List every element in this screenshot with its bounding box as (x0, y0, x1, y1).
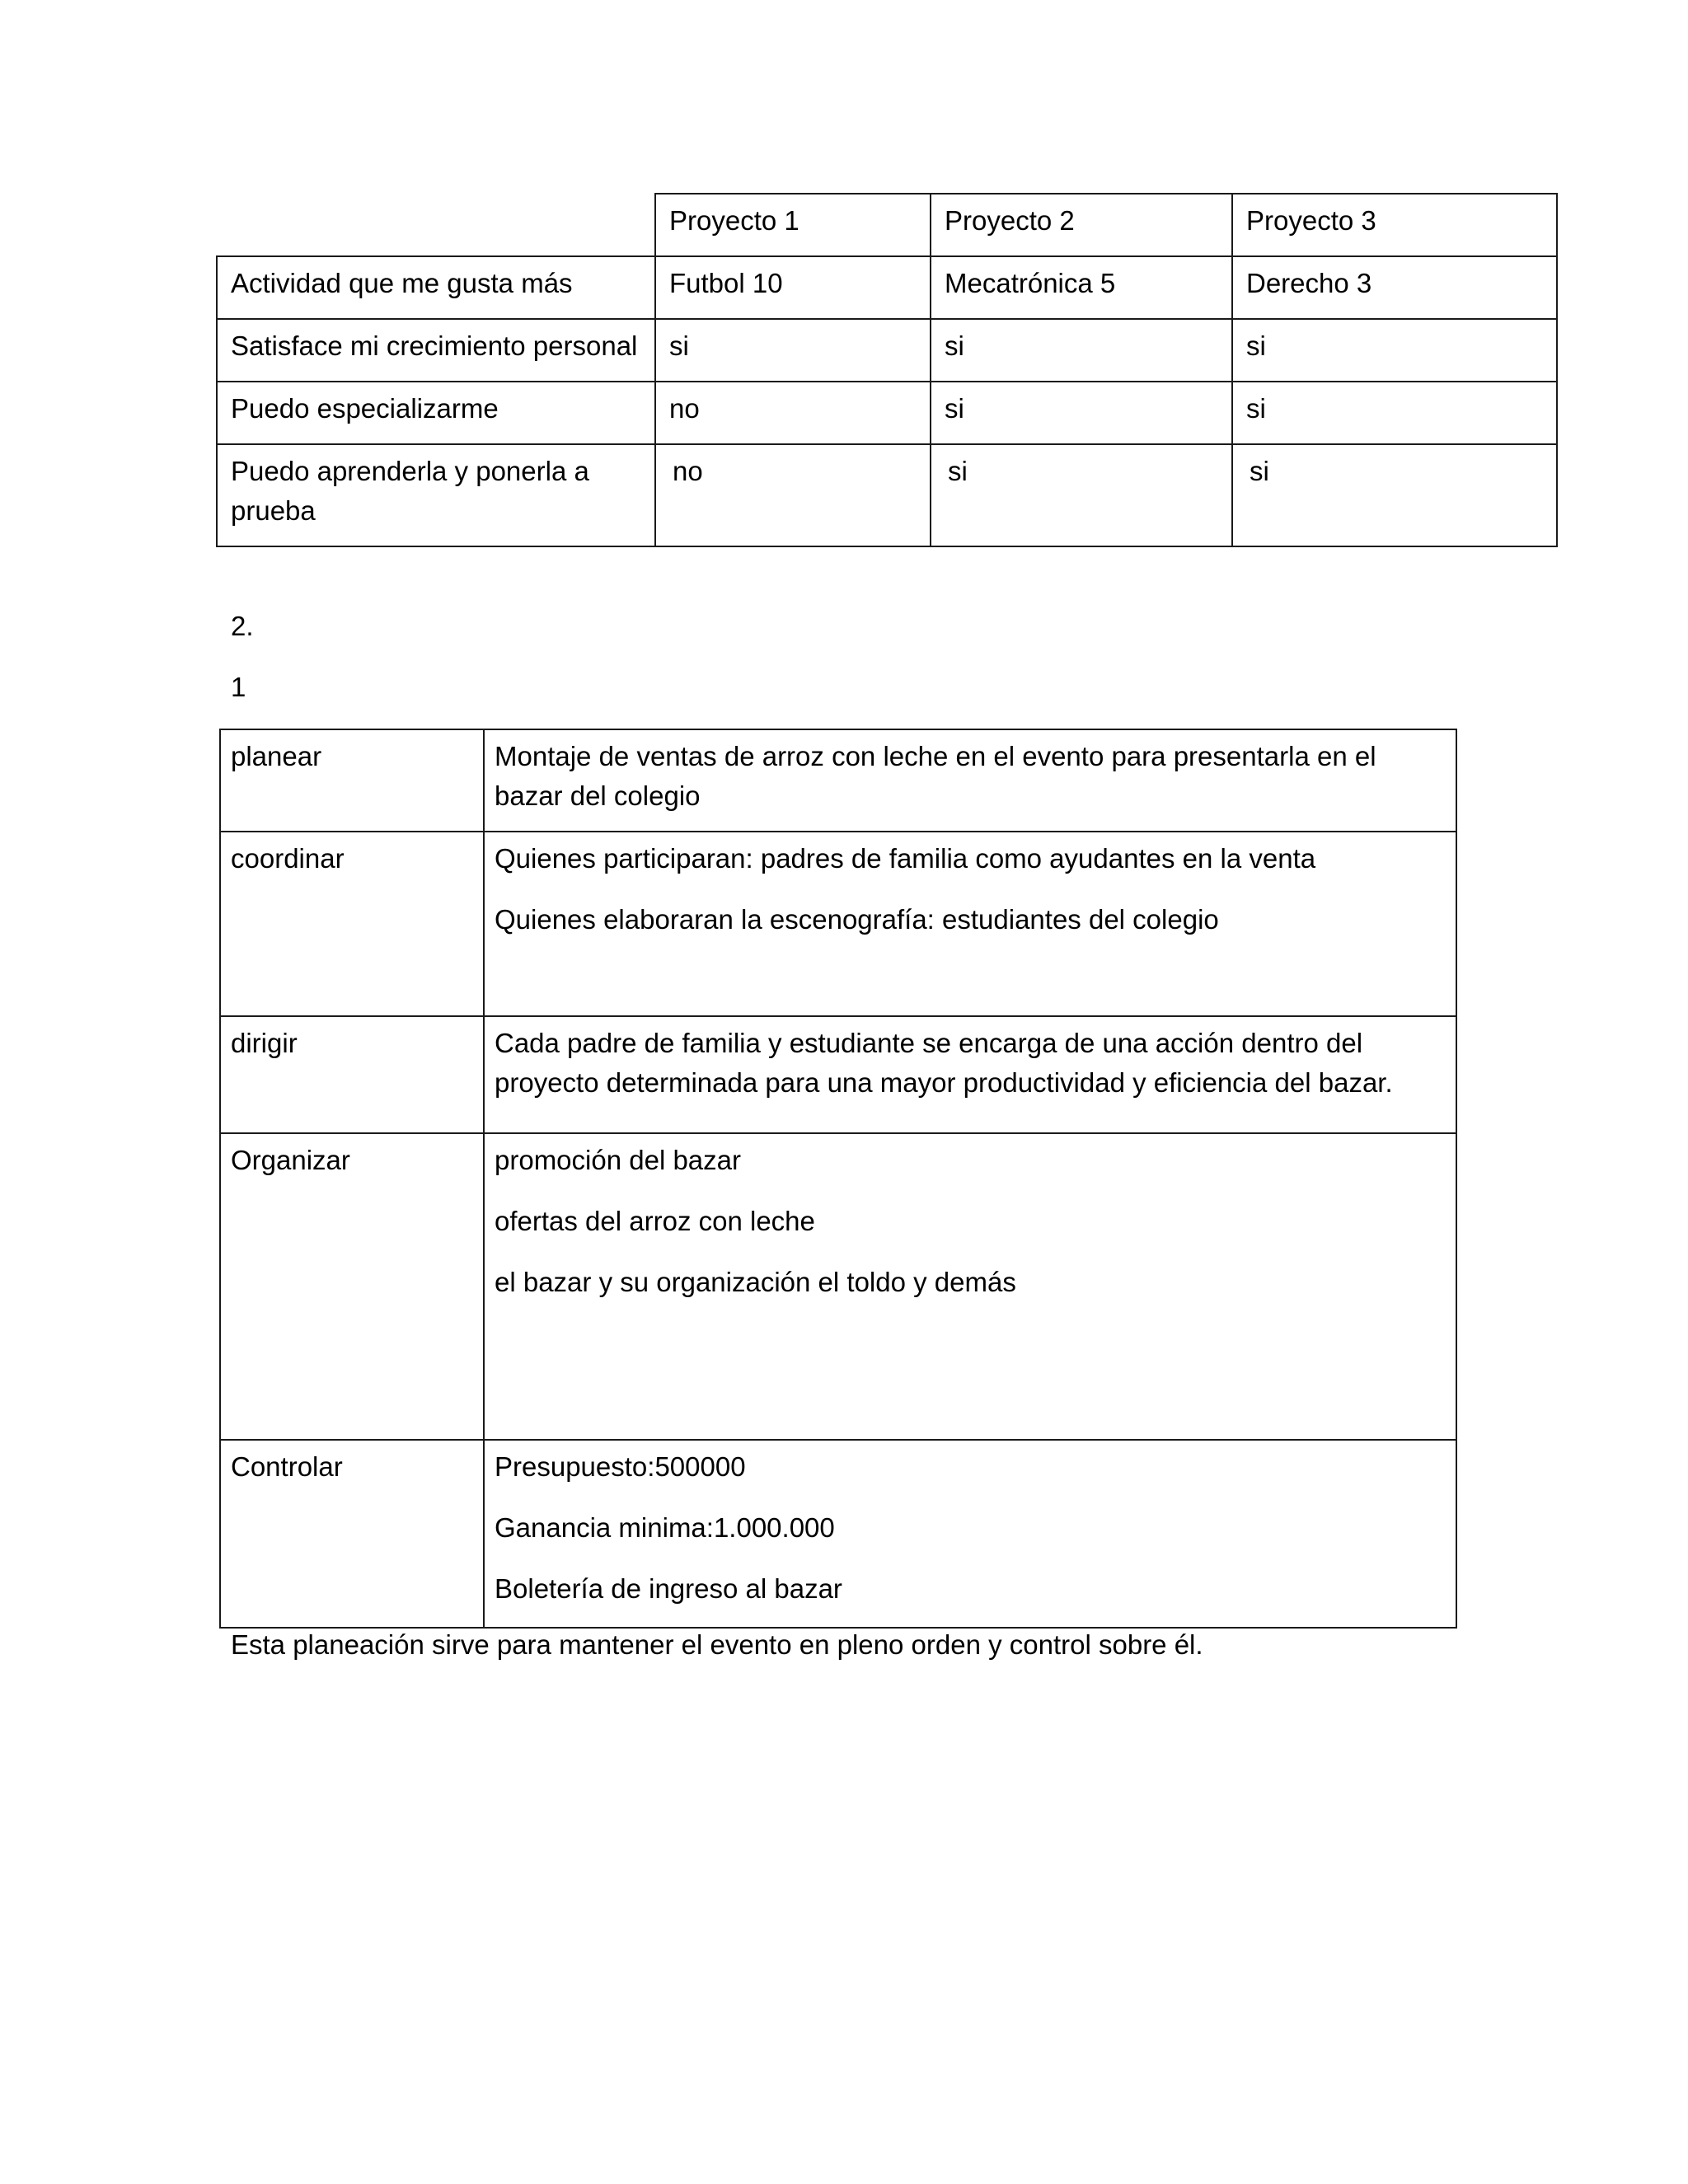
table-cell: si (931, 382, 1232, 444)
description-line: Presupuesto:500000 (495, 1451, 746, 1482)
stage-label: Controlar (220, 1440, 484, 1628)
description-line: Montaje de ventas de arroz con leche en el evento para presentarla en el bazar del colegio (495, 741, 1376, 811)
stage-description (484, 1133, 1456, 1440)
row-label: Puedo aprenderla y ponerla a prueba (217, 444, 655, 546)
table-row (220, 1016, 1456, 1133)
table-cell: Derecho 3 (1232, 256, 1557, 319)
table-row (220, 729, 1456, 832)
conclusion-paragraph: Esta planeación sirve para mantener el evento en pleno orden y control sobre él. (231, 1629, 1203, 1660)
table-header-row (217, 194, 1557, 256)
stage-label: Organizar (220, 1133, 484, 1440)
row-label: Satisface mi crecimiento personal (217, 319, 655, 382)
table-cell: Futbol 10 (655, 256, 931, 319)
header-proyecto-3: Proyecto 3 (1232, 194, 1557, 256)
table-cell: si (931, 444, 1232, 546)
table-cell: si (655, 319, 931, 382)
stage-label: coordinar (220, 832, 484, 1016)
table-row (217, 444, 1557, 546)
row-label: Actividad que me gusta más (217, 256, 655, 319)
table-row (217, 319, 1557, 382)
table-row (220, 1133, 1456, 1440)
stage-description (484, 832, 1456, 1016)
description-line: Quienes elaboraran la escenografía: estudiantes del colegio (495, 904, 1219, 935)
table-cell: si (1232, 319, 1557, 382)
table-cell: Mecatrónica 5 (931, 256, 1232, 319)
table-cell: si (1232, 382, 1557, 444)
description-line: Cada padre de familia y estudiante se encarga de una acción dentro del proyecto determinada para una mayor productividad y eficiencia del bazar. (495, 1028, 1393, 1098)
description-line: Quienes participaran: padres de familia como ayudantes en la venta (495, 843, 1316, 874)
description-line: ofertas del arroz con leche (495, 1206, 815, 1236)
stage-description (484, 729, 1456, 832)
table-row (217, 382, 1557, 444)
stage-description (484, 1016, 1456, 1133)
table-cell: si (1232, 444, 1557, 546)
header-proyecto-2: Proyecto 2 (931, 194, 1232, 256)
stage-description (484, 1440, 1456, 1628)
stage-label: dirigir (220, 1016, 484, 1133)
table-cell: no (655, 382, 931, 444)
subsection-number: 1 (231, 672, 246, 702)
table-cell: no (655, 444, 931, 546)
section-number: 2. (231, 611, 254, 641)
row-label: Puedo especializarme (217, 382, 655, 444)
description-line: promoción del bazar (495, 1145, 741, 1175)
projects-table (216, 193, 1558, 547)
header-proyecto-1: Proyecto 1 (655, 194, 931, 256)
planning-table (219, 729, 1457, 1629)
table-row (220, 1440, 1456, 1628)
description-line: Ganancia minima:1.000.000 (495, 1512, 835, 1543)
description-line: Boletería de ingreso al bazar (495, 1573, 842, 1604)
table-row (220, 832, 1456, 1016)
stage-label: planear (220, 729, 484, 832)
empty-corner-cell (217, 194, 655, 256)
table-cell: si (931, 319, 1232, 382)
table-row (217, 256, 1557, 319)
description-line: el bazar y su organización el toldo y demás (495, 1267, 1016, 1297)
